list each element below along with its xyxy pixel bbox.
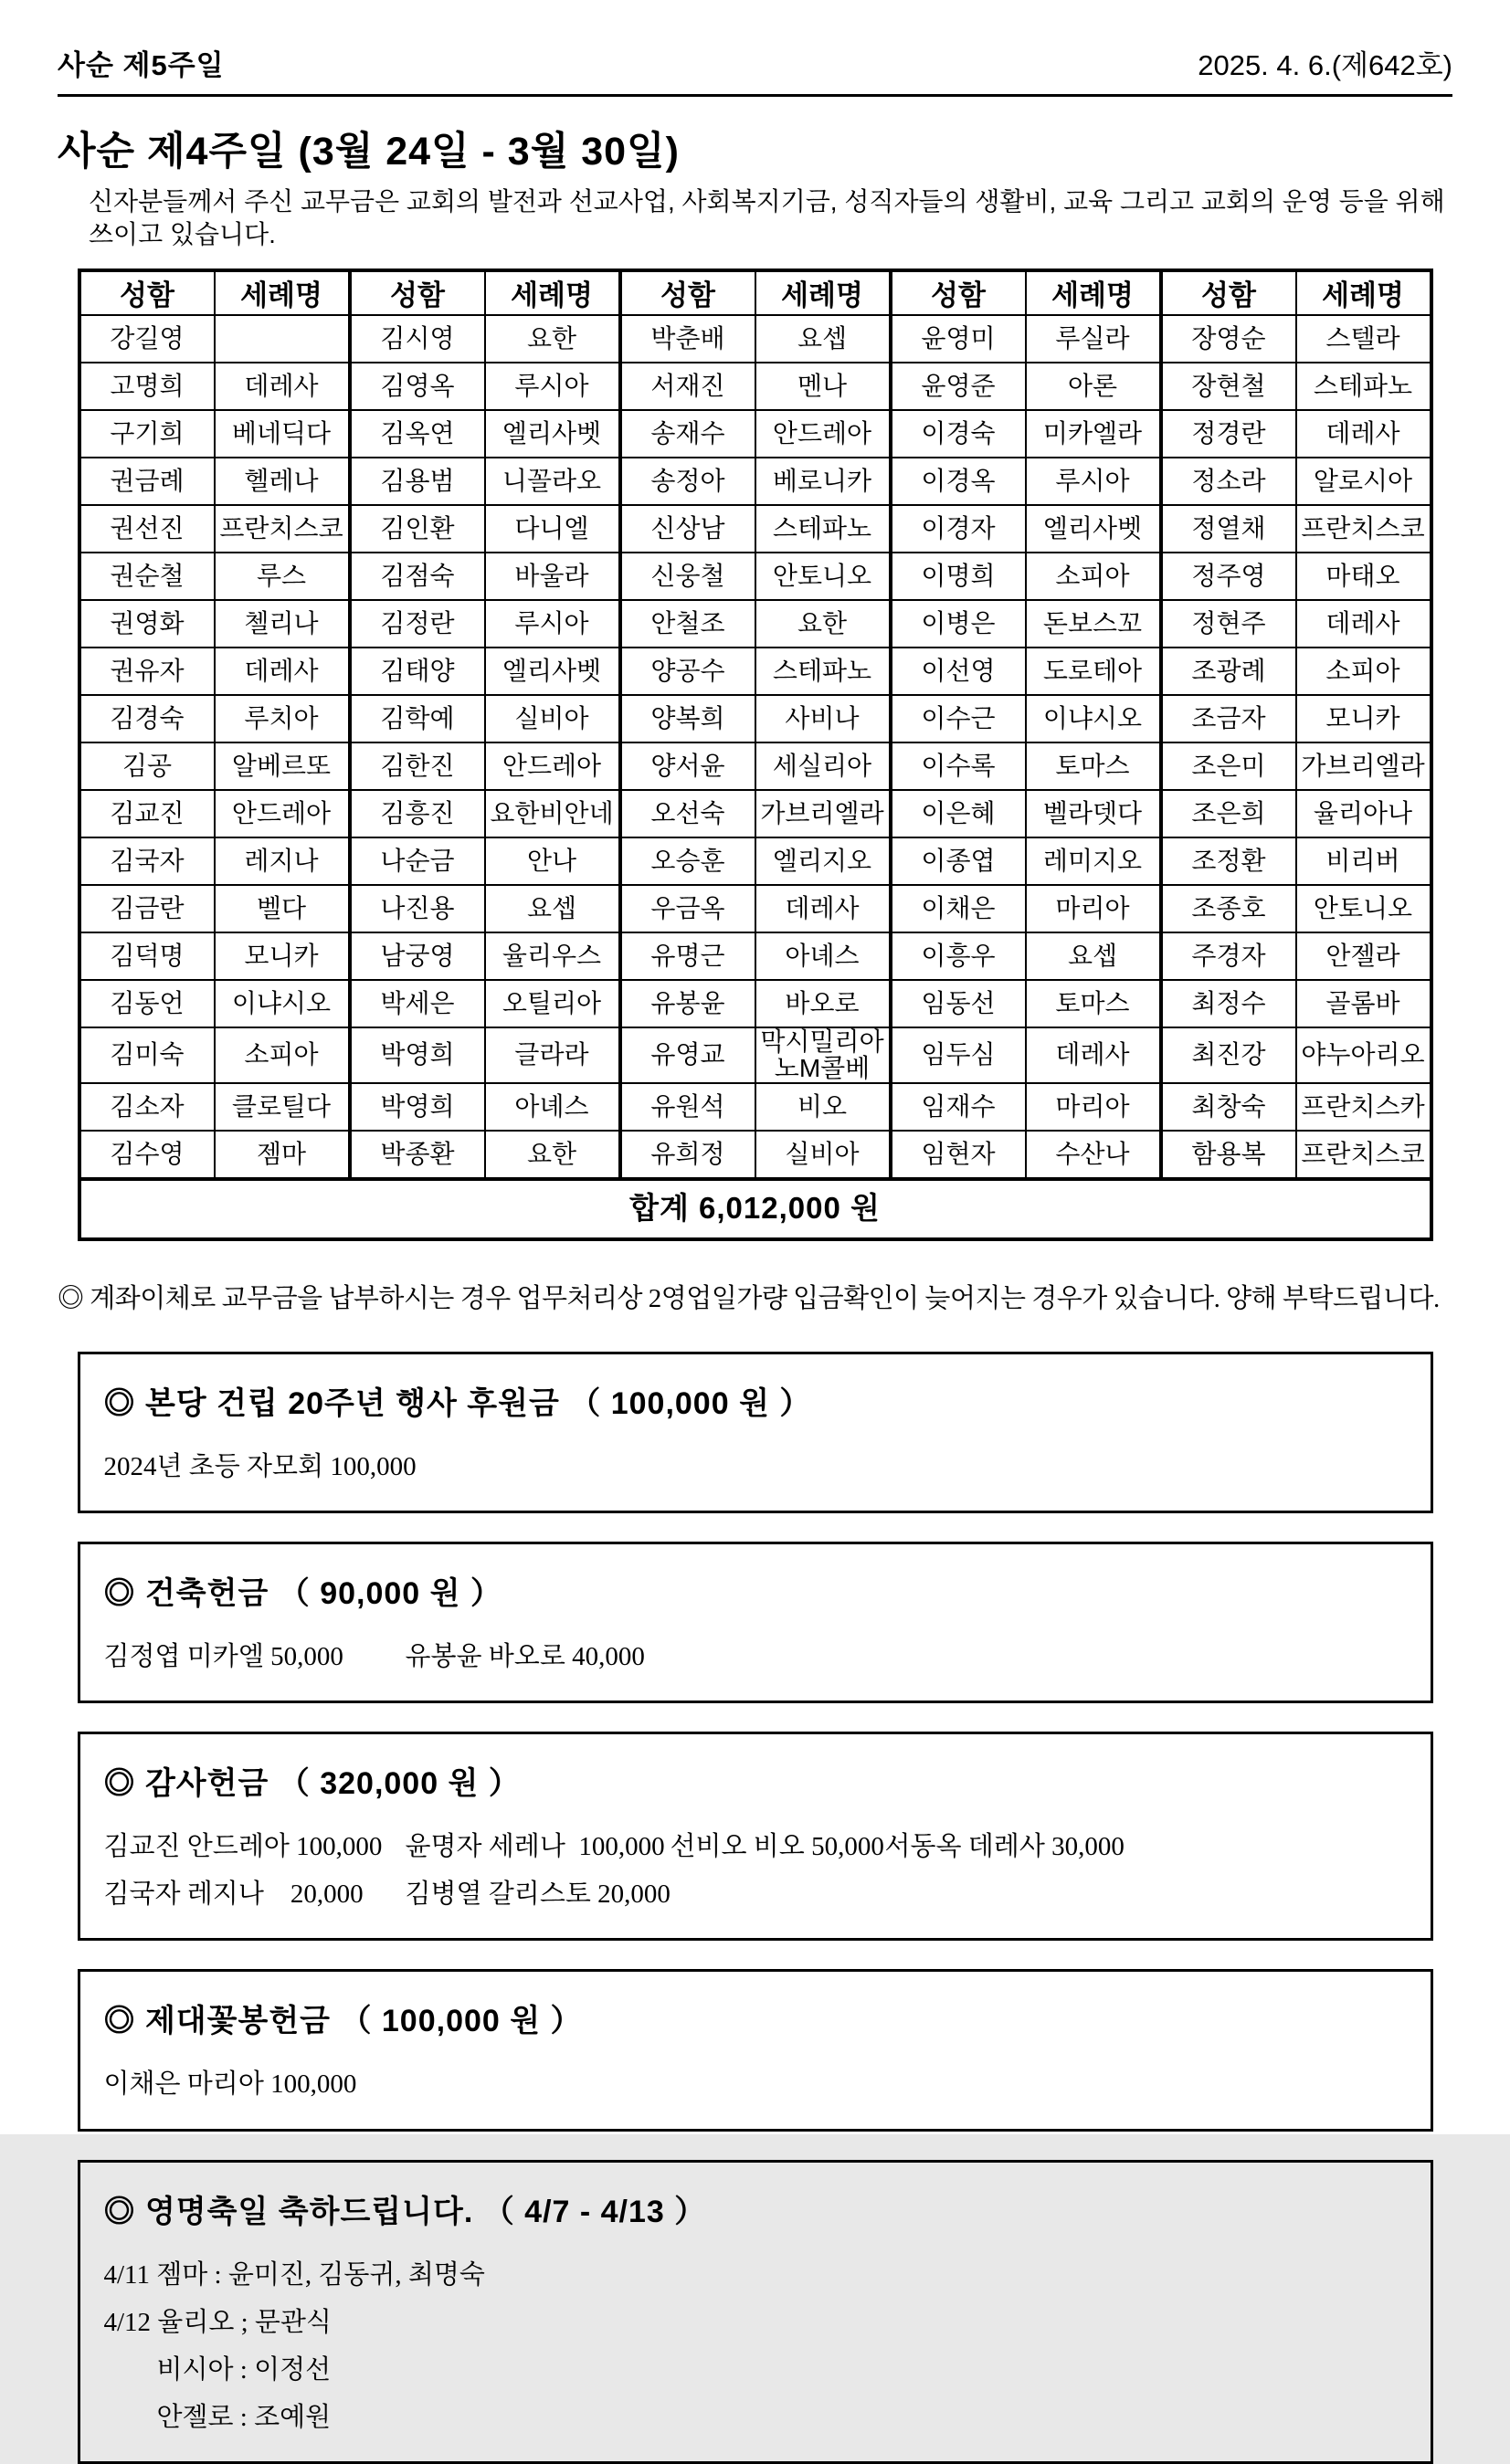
cell-baptismal-name: 마태오 (1296, 553, 1431, 600)
cell-name: 김용범 (350, 458, 485, 505)
box-entry: 안젤로 : 조예원 (104, 2394, 332, 2441)
cell-baptismal-name: 첼리나 (215, 600, 350, 648)
table-row (79, 790, 1431, 837)
cell-name: 이종엽 (891, 837, 1026, 885)
cell-baptismal-name: 데레사 (1026, 1027, 1161, 1083)
box-entry: 비시아 : 이정선 (104, 2346, 332, 2394)
cell-baptismal-name: 토마스 (1026, 742, 1161, 790)
table-row (79, 410, 1431, 458)
cell-baptismal-name: 글라라 (485, 1027, 620, 1083)
box-title: ◎ 본당 건립 20주년 행사 후원금 （ 100,000 원 ） (104, 1378, 1407, 1423)
box-entry: 4/11 젬마 : 윤미진, 김동귀, 최명숙 (104, 2251, 485, 2299)
cell-name: 오선숙 (620, 790, 755, 837)
bank-transfer-note: ◎ 계좌이체로 교무금을 납부하시는 경우 업무처리상 2영업일가량 입금확인이 늦어지는 경우가 있습니다. 양해 부탁드립니다. (58, 1278, 1452, 1315)
cell-baptismal-name: 스텔라 (1296, 315, 1431, 363)
cell-name: 윤영준 (891, 363, 1026, 410)
cell-name: 정주영 (1161, 553, 1296, 600)
cell-baptismal-name: 요셉 (485, 885, 620, 932)
cell-baptismal-name: 안나 (485, 837, 620, 885)
cell-baptismal-name: 알로시아 (1296, 458, 1431, 505)
cell-baptismal-name: 비오 (755, 1083, 891, 1131)
cell-name: 정소라 (1161, 458, 1296, 505)
box-line (104, 1823, 1407, 1870)
cell-name: 임현자 (891, 1131, 1026, 1179)
cell-baptismal-name: 젬마 (215, 1131, 350, 1179)
cell-name: 오승훈 (620, 837, 755, 885)
box-entry: 김국자 레지나 20,000 (104, 1870, 406, 1918)
cell-name: 함용복 (1161, 1131, 1296, 1179)
cell-name: 주경자 (1161, 932, 1296, 980)
table-row (79, 1027, 1431, 1083)
column-header: 세례명 (1296, 270, 1431, 315)
cell-name: 이수근 (891, 695, 1026, 742)
cell-name: 권금례 (79, 458, 215, 505)
cell-name: 임동선 (891, 980, 1026, 1027)
cell-name: 조은희 (1161, 790, 1296, 837)
cell-baptismal-name: 엘리사벳 (485, 410, 620, 458)
issue-date: 2025. 4. 6.(제642호) (1198, 42, 1452, 83)
cell-baptismal-name: 안토니오 (755, 553, 891, 600)
cell-name: 임두심 (891, 1027, 1026, 1083)
cell-baptismal-name: 알베르또 (215, 742, 350, 790)
cell-baptismal-name: 야누아리오 (1296, 1027, 1431, 1083)
box-line (104, 2299, 1407, 2346)
cell-name: 양복희 (620, 695, 755, 742)
cell-baptismal-name: 베로니카 (755, 458, 891, 505)
table-row (79, 980, 1431, 1027)
cell-name: 박종환 (350, 1131, 485, 1179)
cell-name: 김소자 (79, 1083, 215, 1131)
box-entry: 윤명자 세레나 100,000 (406, 1823, 671, 1870)
cell-name: 안철조 (620, 600, 755, 648)
cell-name: 유명근 (620, 932, 755, 980)
cell-baptismal-name: 스테파노 (755, 648, 891, 695)
masthead-title: 사순 제5주일 (58, 42, 225, 83)
offering-table-head (79, 270, 1431, 315)
cell-baptismal-name: 비리버 (1296, 837, 1431, 885)
cell-baptismal-name: 오틸리아 (485, 980, 620, 1027)
cell-name: 조광례 (1161, 648, 1296, 695)
cell-baptismal-name: 루시아 (485, 363, 620, 410)
cell-baptismal-name: 데레사 (755, 885, 891, 932)
table-row (79, 1131, 1431, 1179)
offering-table-header-row (79, 270, 1431, 315)
cell-baptismal-name: 요한 (485, 315, 620, 363)
cell-baptismal-name: 벨라뎃다 (1026, 790, 1161, 837)
info-box (78, 1732, 1433, 1941)
offering-table-body (79, 315, 1431, 1179)
cell-baptismal-name: 헬레나 (215, 458, 350, 505)
box-entry: 김교진 안드레아 100,000 (104, 1823, 406, 1870)
cell-name: 박세은 (350, 980, 485, 1027)
cell-name: 양서윤 (620, 742, 755, 790)
cell-name: 유봉윤 (620, 980, 755, 1027)
offering-table (78, 269, 1433, 1241)
table-row (79, 363, 1431, 410)
cell-baptismal-name: 안드레아 (755, 410, 891, 458)
cell-name: 이채은 (891, 885, 1026, 932)
cell-baptismal-name: 요한비안네 (485, 790, 620, 837)
box-title: ◎ 건축헌금 （ 90,000 원 ） (104, 1568, 1407, 1613)
cell-baptismal-name: 데레사 (1296, 410, 1431, 458)
cell-baptismal-name: 엘리사벳 (1026, 505, 1161, 553)
cell-name: 조종호 (1161, 885, 1296, 932)
cell-baptismal-name: 데레사 (1296, 600, 1431, 648)
info-box (78, 1352, 1433, 1513)
cell-baptismal-name: 돈보스꼬 (1026, 600, 1161, 648)
cell-baptismal-name: 멘나 (755, 363, 891, 410)
cell-name: 윤영미 (891, 315, 1026, 363)
box-entry: 서동옥 데레사 30,000 (885, 1823, 1125, 1870)
box-line (104, 1870, 1407, 1918)
cell-baptismal-name: 프란치스코 (1296, 505, 1431, 553)
cell-name: 박춘배 (620, 315, 755, 363)
box-entry: 김정엽 미카엘 50,000 (104, 1633, 406, 1680)
table-row (79, 742, 1431, 790)
table-row (79, 885, 1431, 932)
cell-baptismal-name: 데레사 (215, 363, 350, 410)
box-entry: 김병열 갈리스토 20,000 (406, 1870, 671, 1918)
cell-baptismal-name: 안드레아 (485, 742, 620, 790)
cell-name: 김옥연 (350, 410, 485, 458)
cell-name: 조정환 (1161, 837, 1296, 885)
cell-baptismal-name: 미카엘라 (1026, 410, 1161, 458)
cell-baptismal-name: 엘리사벳 (485, 648, 620, 695)
table-row (79, 505, 1431, 553)
cell-name: 유영교 (620, 1027, 755, 1083)
cell-name: 양공수 (620, 648, 755, 695)
cell-name: 김덕명 (79, 932, 215, 980)
table-row (79, 932, 1431, 980)
cell-baptismal-name: 안토니오 (1296, 885, 1431, 932)
cell-name: 김태양 (350, 648, 485, 695)
cell-name: 김공 (79, 742, 215, 790)
cell-name: 유원석 (620, 1083, 755, 1131)
cell-name: 김수영 (79, 1131, 215, 1179)
header-rule (58, 94, 1452, 97)
cell-baptismal-name: 안드레아 (215, 790, 350, 837)
table-row (79, 458, 1431, 505)
cell-name: 권유자 (79, 648, 215, 695)
box-entry: 유봉윤 바오로 40,000 (406, 1633, 671, 1680)
cell-baptismal-name: 마리아 (1026, 1083, 1161, 1131)
cell-baptismal-name: 프란치스코 (215, 505, 350, 553)
cell-baptismal-name: 실비아 (485, 695, 620, 742)
cell-name: 김국자 (79, 837, 215, 885)
cell-name: 김한진 (350, 742, 485, 790)
cell-baptismal-name: 이냐시오 (1026, 695, 1161, 742)
cell-baptismal-name: 가브리엘라 (755, 790, 891, 837)
cell-baptismal-name: 데레사 (215, 648, 350, 695)
cell-name: 유희정 (620, 1131, 755, 1179)
cell-baptismal-name: 루시아 (1026, 458, 1161, 505)
cell-name: 신상남 (620, 505, 755, 553)
cell-baptismal-name: 엘리지오 (755, 837, 891, 885)
cell-name: 이수록 (891, 742, 1026, 790)
section-title: 사순 제4주일 (3월 24일 - 3월 30일) (58, 121, 1452, 176)
section-description: 신자분들께서 주신 교무금은 교회의 발전과 선교사업, 사회복지기금, 성직자들의 생활비, 교육 그리고 교회의 운영 등을 위해 쓰이고 있습니다. (58, 185, 1452, 252)
cell-baptismal-name: 루시아 (485, 600, 620, 648)
cell-name: 김금란 (79, 885, 215, 932)
cell-name: 이선영 (891, 648, 1026, 695)
cell-baptismal-name: 마리아 (1026, 885, 1161, 932)
cell-baptismal-name: 율리우스 (485, 932, 620, 980)
cell-baptismal-name: 요셉 (1026, 932, 1161, 980)
total-row (79, 1179, 1431, 1239)
column-header: 성함 (1161, 270, 1296, 315)
cell-name: 장현철 (1161, 363, 1296, 410)
cell-name: 김미숙 (79, 1027, 215, 1083)
cell-name: 정열채 (1161, 505, 1296, 553)
cell-name: 나순금 (350, 837, 485, 885)
cell-name: 권영화 (79, 600, 215, 648)
cell-name: 권선진 (79, 505, 215, 553)
cell-name: 권순철 (79, 553, 215, 600)
column-header: 성함 (891, 270, 1026, 315)
box-title: ◎ 영명축일 축하드립니다. （ 4/7 - 4/13 ） (104, 2186, 1407, 2231)
cell-name: 김시영 (350, 315, 485, 363)
cell-baptismal-name: 도로테아 (1026, 648, 1161, 695)
table-row (79, 648, 1431, 695)
cell-name: 장영순 (1161, 315, 1296, 363)
cell-baptismal-name: 바울라 (485, 553, 620, 600)
box-line (104, 1633, 1407, 1680)
cell-baptismal-name: 레미지오 (1026, 837, 1161, 885)
cell-name: 우금옥 (620, 885, 755, 932)
cell-baptismal-name: 골롬바 (1296, 980, 1431, 1027)
table-row (79, 553, 1431, 600)
column-header: 성함 (79, 270, 215, 315)
cell-baptismal-name: 수산나 (1026, 1131, 1161, 1179)
cell-name: 이경자 (891, 505, 1026, 553)
box-line (104, 2060, 1407, 2108)
boxes (58, 1352, 1452, 2464)
cell-name: 김동언 (79, 980, 215, 1027)
cell-baptismal-name: 루스 (215, 553, 350, 600)
info-box (78, 1969, 1433, 2131)
table-row (79, 695, 1431, 742)
cell-name: 이흥우 (891, 932, 1026, 980)
cell-name: 고명희 (79, 363, 215, 410)
box-line (104, 1443, 1407, 1490)
cell-name: 김점숙 (350, 553, 485, 600)
cell-name: 남궁영 (350, 932, 485, 980)
cell-name: 조은미 (1161, 742, 1296, 790)
box-entry: 4/12 율리오 ; 문관식 (104, 2299, 332, 2346)
cell-baptismal-name: 아론 (1026, 363, 1161, 410)
column-header: 세례명 (215, 270, 350, 315)
column-header: 세례명 (1026, 270, 1161, 315)
cell-baptismal-name: 레지나 (215, 837, 350, 885)
cell-name: 김정란 (350, 600, 485, 648)
cell-baptismal-name: 베네딕다 (215, 410, 350, 458)
cell-baptismal-name: 세실리아 (755, 742, 891, 790)
info-box (78, 2160, 1433, 2464)
column-header: 세례명 (755, 270, 891, 315)
cell-name: 김교진 (79, 790, 215, 837)
cell-baptismal-name: 스테파노 (1296, 363, 1431, 410)
cell-baptismal-name: 소피아 (1296, 648, 1431, 695)
cell-baptismal-name: 실비아 (755, 1131, 891, 1179)
box-title: ◎ 감사헌금 （ 320,000 원 ） (104, 1758, 1407, 1803)
box-entry: 선비오 비오 50,000 (671, 1823, 885, 1870)
cell-name: 조금자 (1161, 695, 1296, 742)
cell-baptismal-name: 다니엘 (485, 505, 620, 553)
cell-baptismal-name: 가브리엘라 (1296, 742, 1431, 790)
cell-baptismal-name: 요한 (485, 1131, 620, 1179)
table-row (79, 837, 1431, 885)
cell-name: 김학예 (350, 695, 485, 742)
cell-baptismal-name: 프란치스카 (1296, 1083, 1431, 1131)
cell-name: 이은혜 (891, 790, 1026, 837)
total-amount: 합계 6,012,000 원 (79, 1179, 1431, 1239)
info-box (78, 1542, 1433, 1703)
cell-baptismal-name: 율리아나 (1296, 790, 1431, 837)
cell-baptismal-name: 클로틸다 (215, 1083, 350, 1131)
cell-name: 정경란 (1161, 410, 1296, 458)
cell-baptismal-name: 스테파노 (755, 505, 891, 553)
cell-baptismal-name: 사비나 (755, 695, 891, 742)
table-row (79, 315, 1431, 363)
offering-table-foot (79, 1179, 1431, 1239)
cell-baptismal-name: 루실라 (1026, 315, 1161, 363)
page-running-head (58, 42, 1452, 83)
cell-name: 임재수 (891, 1083, 1026, 1131)
cell-name: 송재수 (620, 410, 755, 458)
cell-baptismal-name: 모니카 (1296, 695, 1431, 742)
cell-baptismal-name (215, 315, 350, 363)
cell-name: 박영희 (350, 1083, 485, 1131)
cell-baptismal-name: 니꼴라오 (485, 458, 620, 505)
cell-name: 이명희 (891, 553, 1026, 600)
cell-baptismal-name: 막시밀리아노M콜베 (755, 1027, 891, 1083)
cell-name: 최진강 (1161, 1027, 1296, 1083)
cell-baptismal-name: 바오로 (755, 980, 891, 1027)
cell-name: 신웅철 (620, 553, 755, 600)
cell-baptismal-name: 요한 (755, 600, 891, 648)
cell-baptismal-name: 안젤라 (1296, 932, 1431, 980)
cell-name: 김인환 (350, 505, 485, 553)
cell-name: 송정아 (620, 458, 755, 505)
cell-name: 이경옥 (891, 458, 1026, 505)
box-entry: 2024년 초등 자모회 100,000 (104, 1443, 417, 1490)
cell-name: 강길영 (79, 315, 215, 363)
cell-baptismal-name: 요셉 (755, 315, 891, 363)
cell-baptismal-name: 프란치스코 (1296, 1131, 1431, 1179)
cell-name: 이경숙 (891, 410, 1026, 458)
cell-name: 김영옥 (350, 363, 485, 410)
box-entry: 이채은 마리아 100,000 (104, 2060, 357, 2108)
cell-baptismal-name: 모니카 (215, 932, 350, 980)
box-title: ◎ 제대꽃봉헌금 （ 100,000 원 ） (104, 1995, 1407, 2040)
cell-name: 김경숙 (79, 695, 215, 742)
cell-baptismal-name: 루치아 (215, 695, 350, 742)
cell-baptismal-name: 소피아 (215, 1027, 350, 1083)
cell-name: 김흥진 (350, 790, 485, 837)
cell-baptismal-name: 소피아 (1026, 553, 1161, 600)
cell-name: 최정수 (1161, 980, 1296, 1027)
cell-name: 이병은 (891, 600, 1026, 648)
cell-baptismal-name: 토마스 (1026, 980, 1161, 1027)
cell-baptismal-name: 아녜스 (485, 1083, 620, 1131)
cell-baptismal-name: 아녜스 (755, 932, 891, 980)
column-header: 성함 (620, 270, 755, 315)
table-row (79, 600, 1431, 648)
cell-name: 구기희 (79, 410, 215, 458)
cell-name: 서재진 (620, 363, 755, 410)
box-line (104, 2394, 1407, 2441)
box-line (104, 2251, 1407, 2299)
box-line (104, 2346, 1407, 2394)
column-header: 세례명 (485, 270, 620, 315)
column-header: 성함 (350, 270, 485, 315)
table-row (79, 1083, 1431, 1131)
cell-baptismal-name: 벨다 (215, 885, 350, 932)
cell-name: 나진용 (350, 885, 485, 932)
cell-name: 박영희 (350, 1027, 485, 1083)
cell-name: 최창숙 (1161, 1083, 1296, 1131)
cell-name: 정현주 (1161, 600, 1296, 648)
cell-baptismal-name: 이냐시오 (215, 980, 350, 1027)
